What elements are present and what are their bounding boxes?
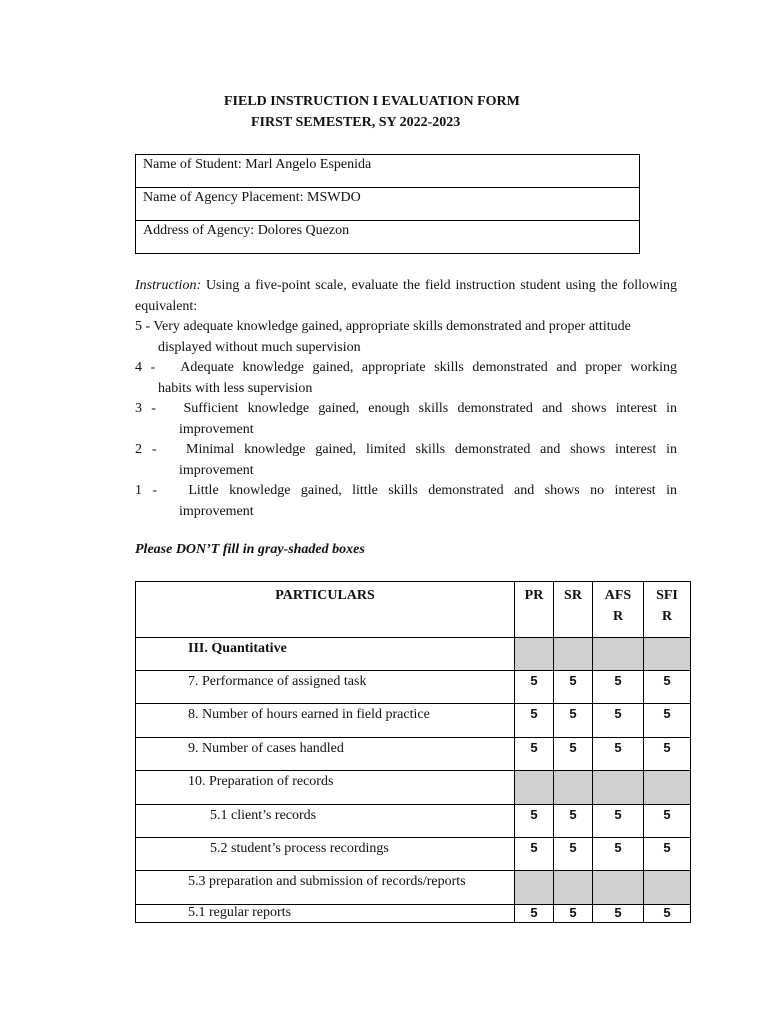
instruction-label: Instruction: (135, 278, 202, 293)
row-label: 5.1 client’s records (136, 805, 515, 838)
score-pr[interactable]: 5 (515, 805, 554, 838)
score-afsr[interactable]: 5 (593, 805, 644, 838)
header-sr: SR (554, 582, 593, 638)
info-row (136, 155, 640, 188)
table-row (136, 905, 691, 923)
score-pr[interactable]: 5 (515, 738, 554, 771)
gray-cell (644, 638, 691, 671)
table-row (136, 738, 691, 771)
score-pr[interactable]: 5 (515, 704, 554, 738)
scale-item-2: 2 - Minimal knowledge gained, limited skills demonstrated and shows interest in improvement (135, 442, 677, 478)
instruction-text: Using a five-point scale, evaluate the field instruction student using the following equivalent: (135, 278, 677, 314)
header-particulars: PARTICULARS (136, 582, 515, 638)
row-label: 5.3 preparation and submission of records/reports (136, 871, 515, 905)
score-pr[interactable]: 5 (515, 905, 554, 923)
score-sr[interactable]: 5 (554, 838, 593, 871)
score-afsr[interactable]: 5 (593, 671, 644, 704)
row-label: 10. Preparation of records (136, 771, 515, 805)
header-pr: PR (515, 582, 554, 638)
info-row (136, 188, 640, 221)
table-row (136, 704, 691, 738)
table-row (136, 671, 691, 704)
score-sr[interactable]: 5 (554, 805, 593, 838)
agency-address-field: Address of Agency: Dolores Quezon (136, 221, 640, 254)
score-sfir[interactable]: 5 (644, 671, 691, 704)
row-label: 5.2 student’s process recordings (136, 838, 515, 871)
evaluation-table (135, 581, 691, 923)
row-label: 9. Number of cases handled (136, 738, 515, 771)
gray-cell (644, 871, 691, 905)
score-sr[interactable]: 5 (554, 704, 593, 738)
gray-cell (593, 871, 644, 905)
header-sfir: SFI R (644, 582, 691, 638)
table-row (136, 805, 691, 838)
score-sfir[interactable]: 5 (644, 738, 691, 771)
scale-item-1: 1 - Little knowledge gained, little skills demonstrated and shows no interest in improvement (135, 483, 677, 519)
row-label: III. Quantitative (136, 638, 515, 671)
row-label: 8. Number of hours earned in field practice (136, 704, 515, 738)
scale-item-4: 4 - Adequate knowledge gained, appropriate skills demonstrated and proper working habits with less supervision (135, 360, 677, 396)
score-sfir[interactable]: 5 (644, 805, 691, 838)
gray-cell (644, 771, 691, 805)
score-afsr[interactable]: 5 (593, 905, 644, 923)
table-row (136, 638, 691, 671)
score-afsr[interactable]: 5 (593, 738, 644, 771)
gray-box-note: Please DON’T fill in gray-shaded boxes (135, 542, 365, 557)
table-header-row (136, 582, 691, 638)
score-pr[interactable]: 5 (515, 671, 554, 704)
score-sr[interactable]: 5 (554, 905, 593, 923)
score-sfir[interactable]: 5 (644, 704, 691, 738)
scale-item-3: 3 - Sufficient knowledge gained, enough skills demonstrated and shows interest in improvement (135, 401, 677, 437)
scale-item-5: 5 - Very adequate knowledge gained, appropriate skills demonstrated and proper attitude displayed without much supervision (135, 319, 631, 355)
score-afsr[interactable]: 5 (593, 704, 644, 738)
score-sr[interactable]: 5 (554, 738, 593, 771)
score-sfir[interactable]: 5 (644, 905, 691, 923)
score-afsr[interactable]: 5 (593, 838, 644, 871)
student-info-table (135, 154, 640, 254)
student-name-field: Name of Student: Marl Angelo Espenida (136, 155, 640, 188)
gray-cell (593, 638, 644, 671)
table-row (136, 771, 691, 805)
gray-cell (554, 871, 593, 905)
row-label: 7. Performance of assigned task (136, 671, 515, 704)
gray-cell (515, 638, 554, 671)
score-sfir[interactable]: 5 (644, 838, 691, 871)
gray-cell (515, 871, 554, 905)
table-row (136, 871, 691, 905)
row-label: 5.1 regular reports (136, 905, 515, 923)
header-afsr: AFS R (593, 582, 644, 638)
gray-cell (515, 771, 554, 805)
score-pr[interactable]: 5 (515, 838, 554, 871)
instructions-block (135, 276, 677, 522)
gray-cell (554, 638, 593, 671)
gray-cell (593, 771, 644, 805)
score-sr[interactable]: 5 (554, 671, 593, 704)
table-row (136, 838, 691, 871)
gray-cell (554, 771, 593, 805)
agency-placement-field: Name of Agency Placement: MSWDO (136, 188, 640, 221)
instruction-paragraph (135, 276, 677, 317)
info-row (136, 221, 640, 254)
